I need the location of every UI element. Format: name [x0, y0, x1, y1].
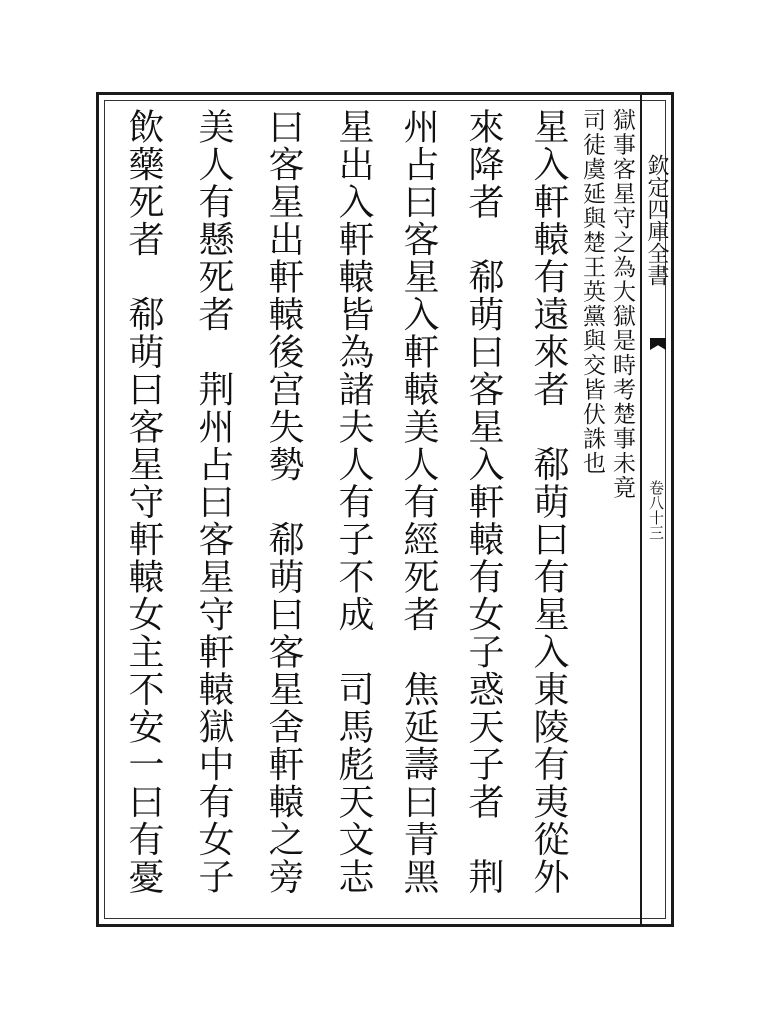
- text-column-3: 星入軒轅有遠來者 郗萌曰有星入東陵有夷從外: [528, 108, 569, 896]
- text-column-8: 美人有懸死者 荆州占曰客星守軒轅獄中有女子: [193, 108, 234, 896]
- text-column-9: 飲藥死者 郗萌曰客星守軒轅女主不安一曰有憂: [123, 108, 164, 896]
- text-column-7: 曰客星出軒轅後宫失勢 郗萌曰客星舍軒轅之旁: [263, 108, 304, 896]
- text-column-5: 州占曰客星入軒轅美人有經死者 焦延壽曰青黑: [398, 108, 439, 896]
- volume-label: 卷八十三: [647, 480, 665, 540]
- text-column-1: 獄事客星守之為大獄是時考楚事未竟: [609, 108, 635, 500]
- text-column-2: 司徒虞延與楚王英黨與交皆伏誅也: [579, 108, 605, 476]
- text-column-6: 星出入軒轅皆為諸夫人有子不成 司馬彪天文志: [333, 108, 374, 896]
- text-column-4: 來降者 郗萌曰客星入軒轅有女子惑天子者 荆: [463, 108, 504, 896]
- book-title: 欽定四庫全書: [644, 154, 669, 286]
